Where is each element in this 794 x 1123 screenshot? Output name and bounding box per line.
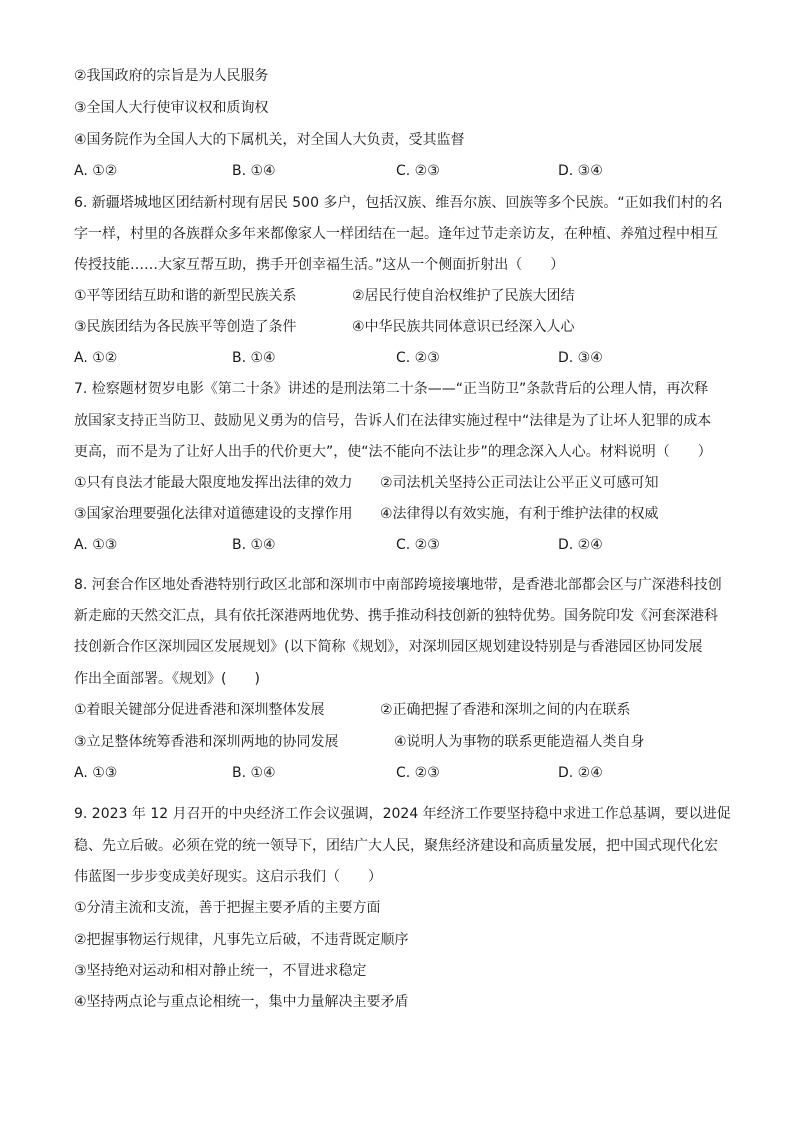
q6-item-2: ②居民行使自治权维护了民族大团结 [352,288,575,304]
q8-items-row-1 [74,700,734,720]
q5-item-4: ④国务院作为全国人大的下属机关，对全国人大负责，受其监督 [74,132,465,148]
q9-item-3: ③坚持绝对运动和相对静止统一，不冒进求稳定 [74,963,367,979]
q5-option-a[interactable]: A. ①② [74,163,118,179]
q6-option-d[interactable]: D. ③④ [558,350,603,366]
q6-option-a[interactable]: A. ①② [74,350,118,366]
q6-item-4: ④中华民族共同体意识已经深入人心 [352,319,575,335]
q8-stem-line-2: 新走廊的天然交汇点，具有依托深港两地优势、携手推动科技创新的独特优势。国务院印发《河套深港科 [74,608,718,624]
q9-stem-line-1: 9. 2023 年 12 月召开的中央经济工作会议强调，2024 年经济工作要坚持稳中求进工作总基调，要以进促 [74,806,731,822]
q8-item-1: ①着眼关键部分促进香港和深圳整体发展 [74,702,325,718]
q6-stem-line-2: 字一样，村里的各族群众多年来都像家人一样团结在一起。逢年过节走亲访友，在种植、养殖过程中相互 [74,226,718,242]
q8-stem-line-3: 技创新合作区深圳园区发展规划》(以下简称《规划》，对深圳园区规划建设特别是与香港园区协同发展 [74,639,703,655]
q9-item-4: ④坚持两点论与重点论相统一，集中力量解决主要矛盾 [74,994,409,1010]
q6-items-row-1 [74,286,734,306]
q7-item-4: ④法律得以有效实施，有利于维护法律的权威 [380,506,659,522]
q8-item-2: ②正确把握了香港和深圳之间的内在联系 [380,702,631,718]
q6-item-3: ③民族团结为各民族平等创造了条件 [74,319,297,335]
q7-item-1: ①只有良法才能最大限度地发挥出法律的效力 [74,475,353,491]
q5-option-d[interactable]: D. ③④ [558,163,603,179]
q9-item-2: ②把握事物运行规律，凡事先立后破，不违背既定顺序 [74,932,409,948]
q5-item-3: ③全国人大行使审议权和质询权 [74,100,269,116]
q5-item-2: ②我国政府的宗旨是为人民服务 [74,68,269,84]
q7-option-c[interactable]: C. ②③ [396,537,440,553]
q8-option-a[interactable]: A. ①③ [74,765,118,781]
q8-option-c[interactable]: C. ②③ [396,765,440,781]
q7-option-b[interactable]: B. ①④ [232,537,276,553]
q8-items-row-2 [74,732,734,752]
q6-options [74,348,734,368]
q7-items-row-1 [74,473,734,493]
q9-stem-line-3: 伟蓝图一步步变成美好现实。这启示我们（ ） [74,869,382,885]
q9-stem-line-2: 稳、先立后破。必须在党的统一领导下，团结广大人民，聚焦经济建设和高质量发展，把中国式现代化宏 [74,838,718,854]
q7-item-2: ②司法机关坚持公正司法让公平正义可感可知 [380,475,659,491]
q7-option-d[interactable]: D. ②④ [558,537,603,553]
q7-stem-line-1: 7. 检察题材贺岁电影《第二十条》讲述的是刑法第二十条——“正当防卫”条款背后的公理人情，再次释 [74,381,709,397]
q7-options [74,535,734,555]
q6-items-row-2 [74,317,734,337]
q8-options [74,763,734,783]
q8-stem-line-1: 8. 河套合作区地处香港特别行政区北部和深圳市中南部跨境接壤地带，是香港北部都会区与广深港科技创 [74,577,722,593]
q7-item-3: ③国家治理要强化法律对道德建设的支撑作用 [74,506,353,522]
q6-stem-line-1: 6. 新疆塔城地区团结新村现有居民 500 多户，包括汉族、维吾尔族、回族等多个民族。“正如我们村的名 [74,195,723,211]
q8-option-b[interactable]: B. ①④ [232,765,276,781]
q6-item-1: ①平等团结互助和谐的新型民族关系 [74,288,297,304]
q5-option-b[interactable]: B. ①④ [232,163,276,179]
q5-options [74,161,734,181]
q6-option-b[interactable]: B. ①④ [232,350,276,366]
q8-option-d[interactable]: D. ②④ [558,765,603,781]
q6-option-c[interactable]: C. ②③ [396,350,440,366]
q7-stem-line-3: 更高，而不是为了让好人出手的代价更大”，使“法不能向不法让步”的理念深入人心。材料说明（ ） [74,444,712,460]
q7-items-row-2 [74,504,734,524]
q5-option-c[interactable]: C. ②③ [396,163,440,179]
q8-item-3: ③立足整体统筹香港和深圳两地的协同发展 [74,734,339,750]
q7-option-a[interactable]: A. ①③ [74,537,118,553]
q7-stem-line-2: 放国家支持正当防卫、鼓励见义勇为的信号，告诉人们在法律实施过程中“法律是为了让坏人犯罪的成本 [74,413,712,429]
q8-item-4: ④说明人为事物的联系更能造福人类自身 [394,734,645,750]
q6-stem-line-3: 传授技能……大家互帮互助，携手开创幸福生活。”这从一个侧面折射出（ ） [74,257,565,273]
q8-stem-line-4: 作出全面部署。《规划》( ) [74,671,260,687]
q9-item-1: ①分清主流和支流，善于把握主要矛盾的主要方面 [74,900,381,916]
